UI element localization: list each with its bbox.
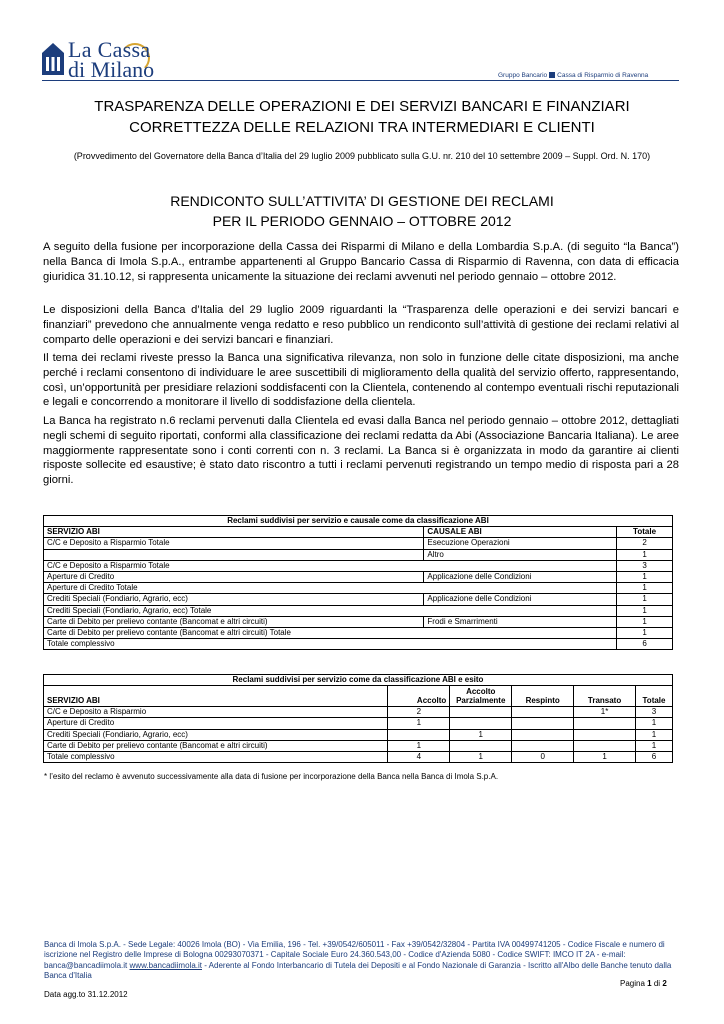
- page-number: [620, 979, 667, 988]
- total-cell: 1: [617, 627, 673, 638]
- service-cell: C/C e Deposito a Risparmio: [44, 707, 388, 718]
- paragraph-4: La Banca ha registrato n.6 reclami pervenuti dalla Clientela ed evasi dalla Banca nel periodo gennaio – ottobre 2012, dettagliati negli schemi di seguito riportati, conformi alla classificazione dei reclami redatta da Abi (Associazione Bancaria Italiana). Le aree maggiormente rappresentate sono i conti correnti con n. 3 reclami. La Banca si è organizzata in modo da garantire ai clienti risposte sollecite ed esaustive; è stato dato riscontro a tutti i reclami pervenuti registrando un tempo medio di risposta pari a 28 giorni.: [43, 415, 679, 487]
- header-rule: [42, 80, 679, 81]
- group-suffix: Cassa di Risparmio di Ravenna: [557, 72, 649, 79]
- footer-membership: - Aderente al Fondo Interbancario di Tutela dei Depositi e al Fondo Nazionale di Garanzia - Iscritto all'Albo delle Banche tenuto dalla Banca d'Italia: [44, 960, 672, 980]
- rejected-cell: [512, 718, 574, 729]
- table-row: [44, 549, 673, 560]
- website-link[interactable]: www.bancadiimola.it: [129, 960, 202, 970]
- doc-subtitle-line2: PER IL PERIODO GENNAIO – OTTOBRE 2012: [212, 213, 512, 229]
- table-row: [44, 639, 673, 650]
- service-cell: Totale complessivo: [44, 751, 388, 762]
- doc-reference: (Provvedimento del Governatore della Banca d’Italia del 29 luglio 2009 pubblicato sulla G.U. nr. 210 del 10 settembre 2009 – Suppl. Ord. N. 170): [73, 151, 651, 161]
- partial-cell: [450, 740, 512, 751]
- total-cell: 1: [617, 583, 673, 594]
- column-header: Transato: [574, 686, 636, 707]
- doc-subtitle: [40, 191, 684, 231]
- service-cell: Aperture di Credito: [44, 571, 424, 582]
- table-caption-row: [44, 516, 673, 527]
- complaints-by-cause-table: [43, 515, 673, 650]
- table-row: [44, 594, 673, 605]
- table-row: [44, 571, 673, 582]
- table-caption-row: [44, 675, 673, 686]
- rejected-cell: [512, 740, 574, 751]
- partial-cell: 1: [450, 751, 512, 762]
- total-cell: 1: [636, 718, 673, 729]
- table-row: [44, 729, 673, 740]
- total-cell: 1: [617, 616, 673, 627]
- rejected-cell: [512, 729, 574, 740]
- table-row: [44, 718, 673, 729]
- service-cell: Totale complessivo: [44, 639, 617, 650]
- column-header: Accolto Parzialmente: [450, 686, 512, 707]
- total-cell: 3: [636, 707, 673, 718]
- partial-cell: [450, 707, 512, 718]
- column-header: Respinto: [512, 686, 574, 707]
- doc-title-line2: CORRETTEZZA DELLE RELAZIONI TRA INTERMEDIARI E CLIENTI: [129, 119, 595, 136]
- total-cell: 6: [636, 751, 673, 762]
- complaints-by-outcome-table: [43, 674, 673, 763]
- page-label: Pagina: [620, 979, 645, 988]
- group-label: [498, 72, 648, 79]
- accepted-cell: 1: [388, 718, 450, 729]
- partial-cell: 1: [450, 729, 512, 740]
- doc-title: [40, 96, 684, 138]
- settled-cell: [574, 740, 636, 751]
- table-row: [44, 583, 673, 594]
- footer-email: e-mail: banca@bancadiimola.it: [44, 950, 626, 970]
- page-current: 1: [647, 979, 652, 988]
- total-cell: 2: [617, 538, 673, 549]
- table-caption: Reclami suddivisi per servizio e causale come da classificazione ABI: [44, 516, 673, 527]
- cause-cell: Applicazione delle Condizioni: [424, 594, 617, 605]
- total-cell: 6: [617, 639, 673, 650]
- table-row: [44, 740, 673, 751]
- service-cell: Aperture di Credito Totale: [44, 583, 617, 594]
- rejected-cell: [512, 707, 574, 718]
- service-cell: Crediti Speciali (Fondiario, Agrario, ecc): [44, 729, 388, 740]
- table-body: [44, 538, 673, 650]
- accepted-cell: 1: [388, 740, 450, 751]
- column-header: Totale: [617, 527, 673, 538]
- column-header: SERVIZIO ABI: [44, 527, 424, 538]
- column-header: SERVIZIO ABI: [44, 686, 388, 707]
- total-cell: 1: [636, 740, 673, 751]
- group-prefix: Gruppo Bancario: [498, 72, 548, 79]
- column-header: Accolto: [388, 686, 450, 707]
- settled-cell: [574, 729, 636, 740]
- page-total: 2: [662, 979, 667, 988]
- table-row: [44, 538, 673, 549]
- table-caption: Reclami suddivisi per servizio come da classificazione ABI e esito: [44, 675, 673, 686]
- partial-cell: [450, 718, 512, 729]
- service-cell: Crediti Speciali (Fondiario, Agrario, ecc): [44, 594, 424, 605]
- service-cell: Carte di Debito per prelievo contante (Bancomat e altri circuiti) Totale: [44, 627, 617, 638]
- logo-line2: di Milano: [68, 57, 155, 82]
- column-header: Totale: [636, 686, 673, 707]
- paragraph-3: Il tema dei reclami riveste presso la Banca una significativa rilevanza, non solo in funzione delle citate disposizioni, ma anche perché i reclami consentono di individuare le aree suscettibili di miglioramento della qualità del servizio offerto, rappresentando, così, un’opportunità per presidiare relazioni soddisfacenti con la Clientela, contenendo al contempo eventuali rischi reputazionali e legali e concorrendo a monitorare il livello di soddisfazione della clientela.: [43, 352, 679, 409]
- service-cell: C/C e Deposito a Risparmio Totale: [44, 538, 424, 549]
- service-cell: [44, 549, 424, 560]
- table-row: [44, 560, 673, 571]
- total-cell: 1: [617, 594, 673, 605]
- update-date: Data agg.to 31.12.2012: [44, 990, 128, 999]
- table-row: [44, 616, 673, 627]
- rejected-cell: 0: [512, 751, 574, 762]
- total-cell: 1: [617, 549, 673, 560]
- total-cell: 1: [617, 571, 673, 582]
- footer-legal: Banca di Imola S.p.A. - Sede Legale: 40026 Imola (BO) - Via Emilia, 196 - Tel. +39/0542/605011 - Fax +39/0542/32804 - Partita IVA 00499741205 - Codice Fiscale e numero di iscrizione nel Registro delle Imprese di Bologna 00293070371 - Capitale Sociale Euro 24.360.543,00 - Codice d'Azienda 5080 - Codice SWIFT: IMCO IT 2A -: [44, 940, 665, 960]
- table-body: [44, 707, 673, 763]
- settled-cell: [574, 718, 636, 729]
- service-cell: Carte di Debito per prelievo contante (Bancomat e altri circuiti): [44, 740, 388, 751]
- doc-subtitle-line1: RENDICONTO SULL’ATTIVITA’ DI GESTIONE DEI RECLAMI: [170, 193, 554, 209]
- table-row: [44, 605, 673, 616]
- paragraph-1: A seguito della fusione per incorporazione della Cassa dei Risparmi di Milano e della Lombardia S.p.A. (di seguito “la Banca”) nella Banca di Imola S.p.A., entrambe appartenenti al Gruppo Bancario Cassa di Risparmio di Ravenna, con data di efficacia giuridica 31.10.12, si rappresenta unicamente la situazione dei reclami avvenuti nel periodo gennaio – ottobre 2012.: [43, 241, 679, 283]
- cause-cell: Frodi e Smarrimenti: [424, 616, 617, 627]
- building-icon: [42, 43, 64, 75]
- table-header-row: [44, 686, 673, 707]
- footnote: * l’esito del reclamo è avvenuto successivamente alla data di fusione per incorporazione della Banca nella Banca di Imola S.p.A.: [44, 772, 499, 781]
- settled-cell: 1*: [574, 707, 636, 718]
- accepted-cell: [388, 729, 450, 740]
- service-cell: Aperture di Credito: [44, 718, 388, 729]
- service-cell: Carte di Debito per prelievo contante (Bancomat e altri circuiti): [44, 616, 424, 627]
- company-footer: [44, 940, 684, 981]
- column-header: CAUSALE ABI: [424, 527, 617, 538]
- accepted-cell: 4: [388, 751, 450, 762]
- page-of: di: [653, 979, 661, 988]
- logo-line1: La Cassa: [68, 37, 151, 62]
- service-cell: C/C e Deposito a Risparmio Totale: [44, 560, 617, 571]
- table-header-row: [44, 527, 673, 538]
- cause-cell: Applicazione delle Condizioni: [424, 571, 617, 582]
- bank-logo: [42, 37, 187, 82]
- table-row: [44, 707, 673, 718]
- paragraph-2: Le disposizioni della Banca d’Italia del 29 luglio 2009 riguardanti la “Trasparenza delle operazioni e dei servizi bancari e finanziari” prevedono che annualmente venga redatto e reso pubblico un rendiconto sull’attività di gestione dei reclami relativi al comparto delle operazioni e dei servizi bancari e finanziari.: [43, 304, 679, 346]
- cause-cell: Esecuzione Operazioni: [424, 538, 617, 549]
- group-square-icon: [549, 72, 555, 78]
- table-row: [44, 627, 673, 638]
- total-cell: 1: [636, 729, 673, 740]
- total-cell: 3: [617, 560, 673, 571]
- cause-cell: Altro: [424, 549, 617, 560]
- table-row: [44, 751, 673, 762]
- total-cell: 1: [617, 605, 673, 616]
- accepted-cell: 2: [388, 707, 450, 718]
- service-cell: Crediti Speciali (Fondiario, Agrario, ecc) Totale: [44, 605, 617, 616]
- doc-title-line1: TRASPARENZA DELLE OPERAZIONI E DEI SERVIZI BANCARI E FINANZIARI: [94, 98, 630, 115]
- settled-cell: 1: [574, 751, 636, 762]
